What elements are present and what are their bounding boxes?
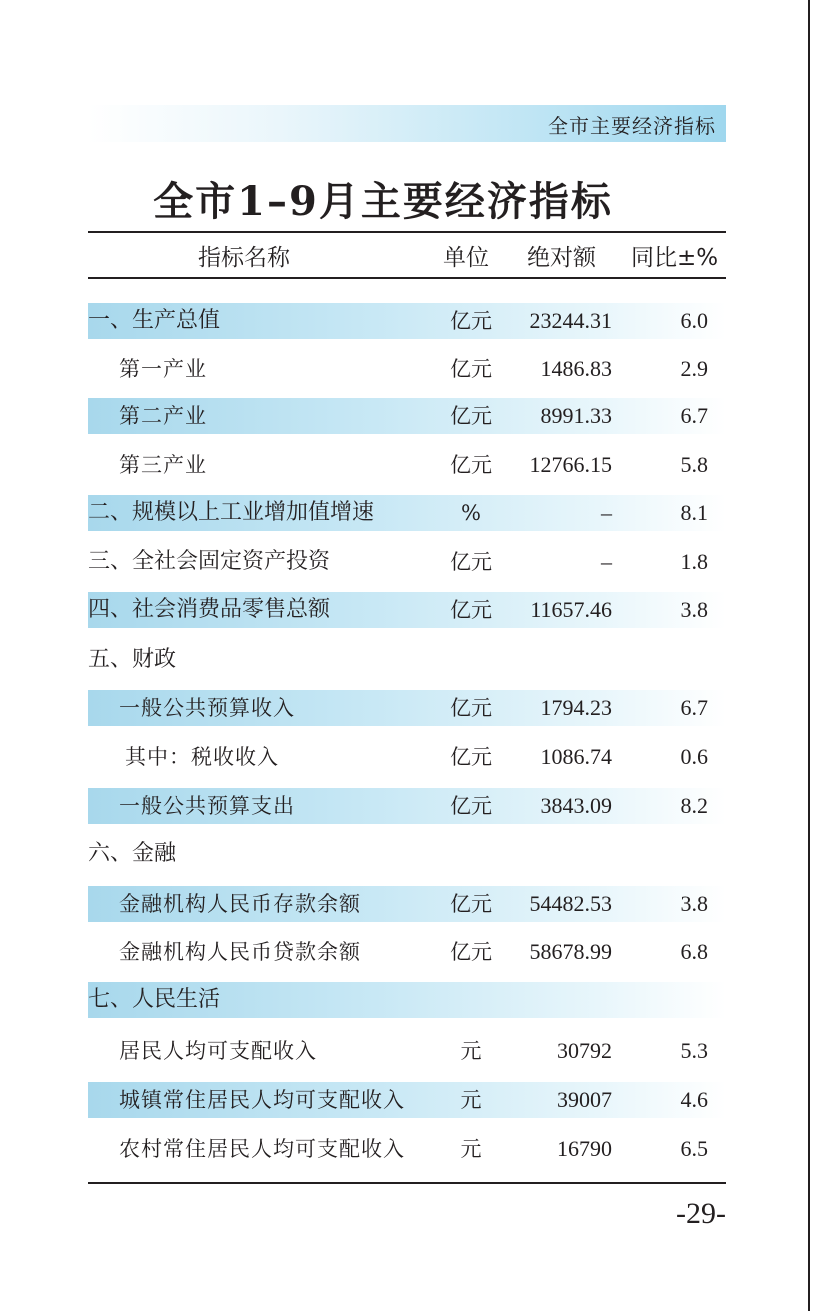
row-absolute: 11657.46 xyxy=(530,597,612,622)
row-absolute: 30792 xyxy=(557,1038,612,1063)
row-unit: 亿元 xyxy=(450,696,492,720)
row-yoy: 3.8 xyxy=(680,891,708,916)
row-yoy: 6.8 xyxy=(680,939,708,964)
table-row xyxy=(88,1033,726,1069)
row-yoy: 5.8 xyxy=(680,452,708,477)
row-yoy: 8.2 xyxy=(680,793,708,818)
row-name: 一、生产总值 xyxy=(88,308,221,333)
row-unit xyxy=(445,642,497,678)
row-absolute: 1794.23 xyxy=(540,695,612,720)
row-name: 第三产业 xyxy=(119,453,207,477)
row-unit: % xyxy=(461,501,481,525)
row-yoy: 1.8 xyxy=(680,549,708,574)
row-name: 一般公共预算收入 xyxy=(119,696,295,720)
table-row xyxy=(88,1082,726,1118)
row-unit: 元 xyxy=(460,1137,482,1161)
table-row xyxy=(88,398,726,434)
row-absolute: 1086.74 xyxy=(540,744,612,769)
row-absolute: 16790 xyxy=(557,1136,612,1161)
table-row xyxy=(88,934,726,970)
row-unit xyxy=(445,982,497,1018)
table-row xyxy=(88,447,726,483)
row-absolute: 1486.83 xyxy=(540,356,612,381)
row-yoy: 6.7 xyxy=(680,695,708,720)
row-unit: 亿元 xyxy=(450,357,492,381)
row-unit xyxy=(445,836,497,872)
page-title: 全市1–9月主要经济指标 xyxy=(153,178,613,225)
row-name: 第一产业 xyxy=(119,357,207,381)
row-unit: 亿元 xyxy=(450,453,492,477)
table-row xyxy=(88,690,726,726)
row-name: 四、社会消费品零售总额 xyxy=(88,597,331,622)
row-unit: 亿元 xyxy=(450,550,492,574)
row-name: 五、财政 xyxy=(88,647,177,672)
row-name: 一般公共预算支出 xyxy=(119,794,295,818)
col-header-name: 指标名称 xyxy=(198,245,290,271)
table-row xyxy=(88,351,726,387)
row-unit: 亿元 xyxy=(450,892,492,916)
row-name: 金融机构人民币贷款余额 xyxy=(119,940,361,964)
table-row xyxy=(88,544,726,580)
row-name: 第二产业 xyxy=(119,404,207,428)
row-absolute: – xyxy=(601,549,612,574)
row-name: 金融机构人民币存款余额 xyxy=(119,892,361,916)
section-banner xyxy=(88,105,726,142)
row-unit: 亿元 xyxy=(450,309,492,333)
table-row xyxy=(88,982,726,1018)
row-name: 二、规模以上工业增加值增速 xyxy=(88,500,375,525)
row-absolute: 23244.31 xyxy=(529,308,612,333)
row-yoy: 4.6 xyxy=(680,1087,708,1112)
row-absolute: 12766.15 xyxy=(529,452,612,477)
table-row xyxy=(88,886,726,922)
row-yoy: 3.8 xyxy=(680,597,708,622)
row-yoy: 6.5 xyxy=(680,1136,708,1161)
row-absolute: 54482.53 xyxy=(529,891,612,916)
col-header-unit: 单位 xyxy=(443,245,489,271)
row-yoy: 6.0 xyxy=(680,308,708,333)
row-unit: 元 xyxy=(460,1039,482,1063)
row-yoy: 5.3 xyxy=(680,1038,708,1063)
row-name: 七、人民生活 xyxy=(88,987,221,1012)
row-yoy: 8.1 xyxy=(680,500,708,525)
row-unit: 亿元 xyxy=(450,745,492,769)
table-row xyxy=(88,1131,726,1167)
row-name: 其中：税收收入 xyxy=(125,745,279,769)
table-header-rule xyxy=(88,277,726,279)
table-row xyxy=(88,739,726,775)
table-row xyxy=(88,642,726,678)
table-header xyxy=(0,239,814,273)
row-unit: 亿元 xyxy=(450,598,492,622)
col-header-absolute: 绝对额 xyxy=(527,245,596,271)
row-absolute: 3843.09 xyxy=(540,793,612,818)
row-name: 三、全社会固定资产投资 xyxy=(88,549,331,574)
col-header-yoy: 同比±% xyxy=(631,245,719,271)
table-row xyxy=(88,495,726,531)
section-label: 全市主要经济指标 xyxy=(548,114,716,138)
row-yoy: 0.6 xyxy=(680,744,708,769)
row-unit: 亿元 xyxy=(450,794,492,818)
row-absolute: 58678.99 xyxy=(529,939,612,964)
table-bottom-rule xyxy=(88,1182,726,1184)
page-number: -29- xyxy=(676,1197,726,1230)
row-name: 居民人均可支配收入 xyxy=(119,1039,317,1063)
row-unit: 亿元 xyxy=(450,940,492,964)
row-name: 城镇常住居民人均可支配收入 xyxy=(119,1088,405,1112)
table-row xyxy=(88,592,726,628)
row-unit: 亿元 xyxy=(450,404,492,428)
row-name: 六、金融 xyxy=(88,841,177,866)
row-absolute: 39007 xyxy=(557,1087,612,1112)
row-name: 农村常住居民人均可支配收入 xyxy=(119,1137,405,1161)
table-row xyxy=(88,836,726,872)
row-absolute: – xyxy=(601,500,612,525)
row-yoy: 6.7 xyxy=(680,403,708,428)
row-absolute: 8991.33 xyxy=(540,403,612,428)
row-yoy: 2.9 xyxy=(680,356,708,381)
row-unit: 元 xyxy=(460,1088,482,1112)
table-row xyxy=(88,303,726,339)
table-top-rule xyxy=(88,231,726,233)
table-row xyxy=(88,788,726,824)
